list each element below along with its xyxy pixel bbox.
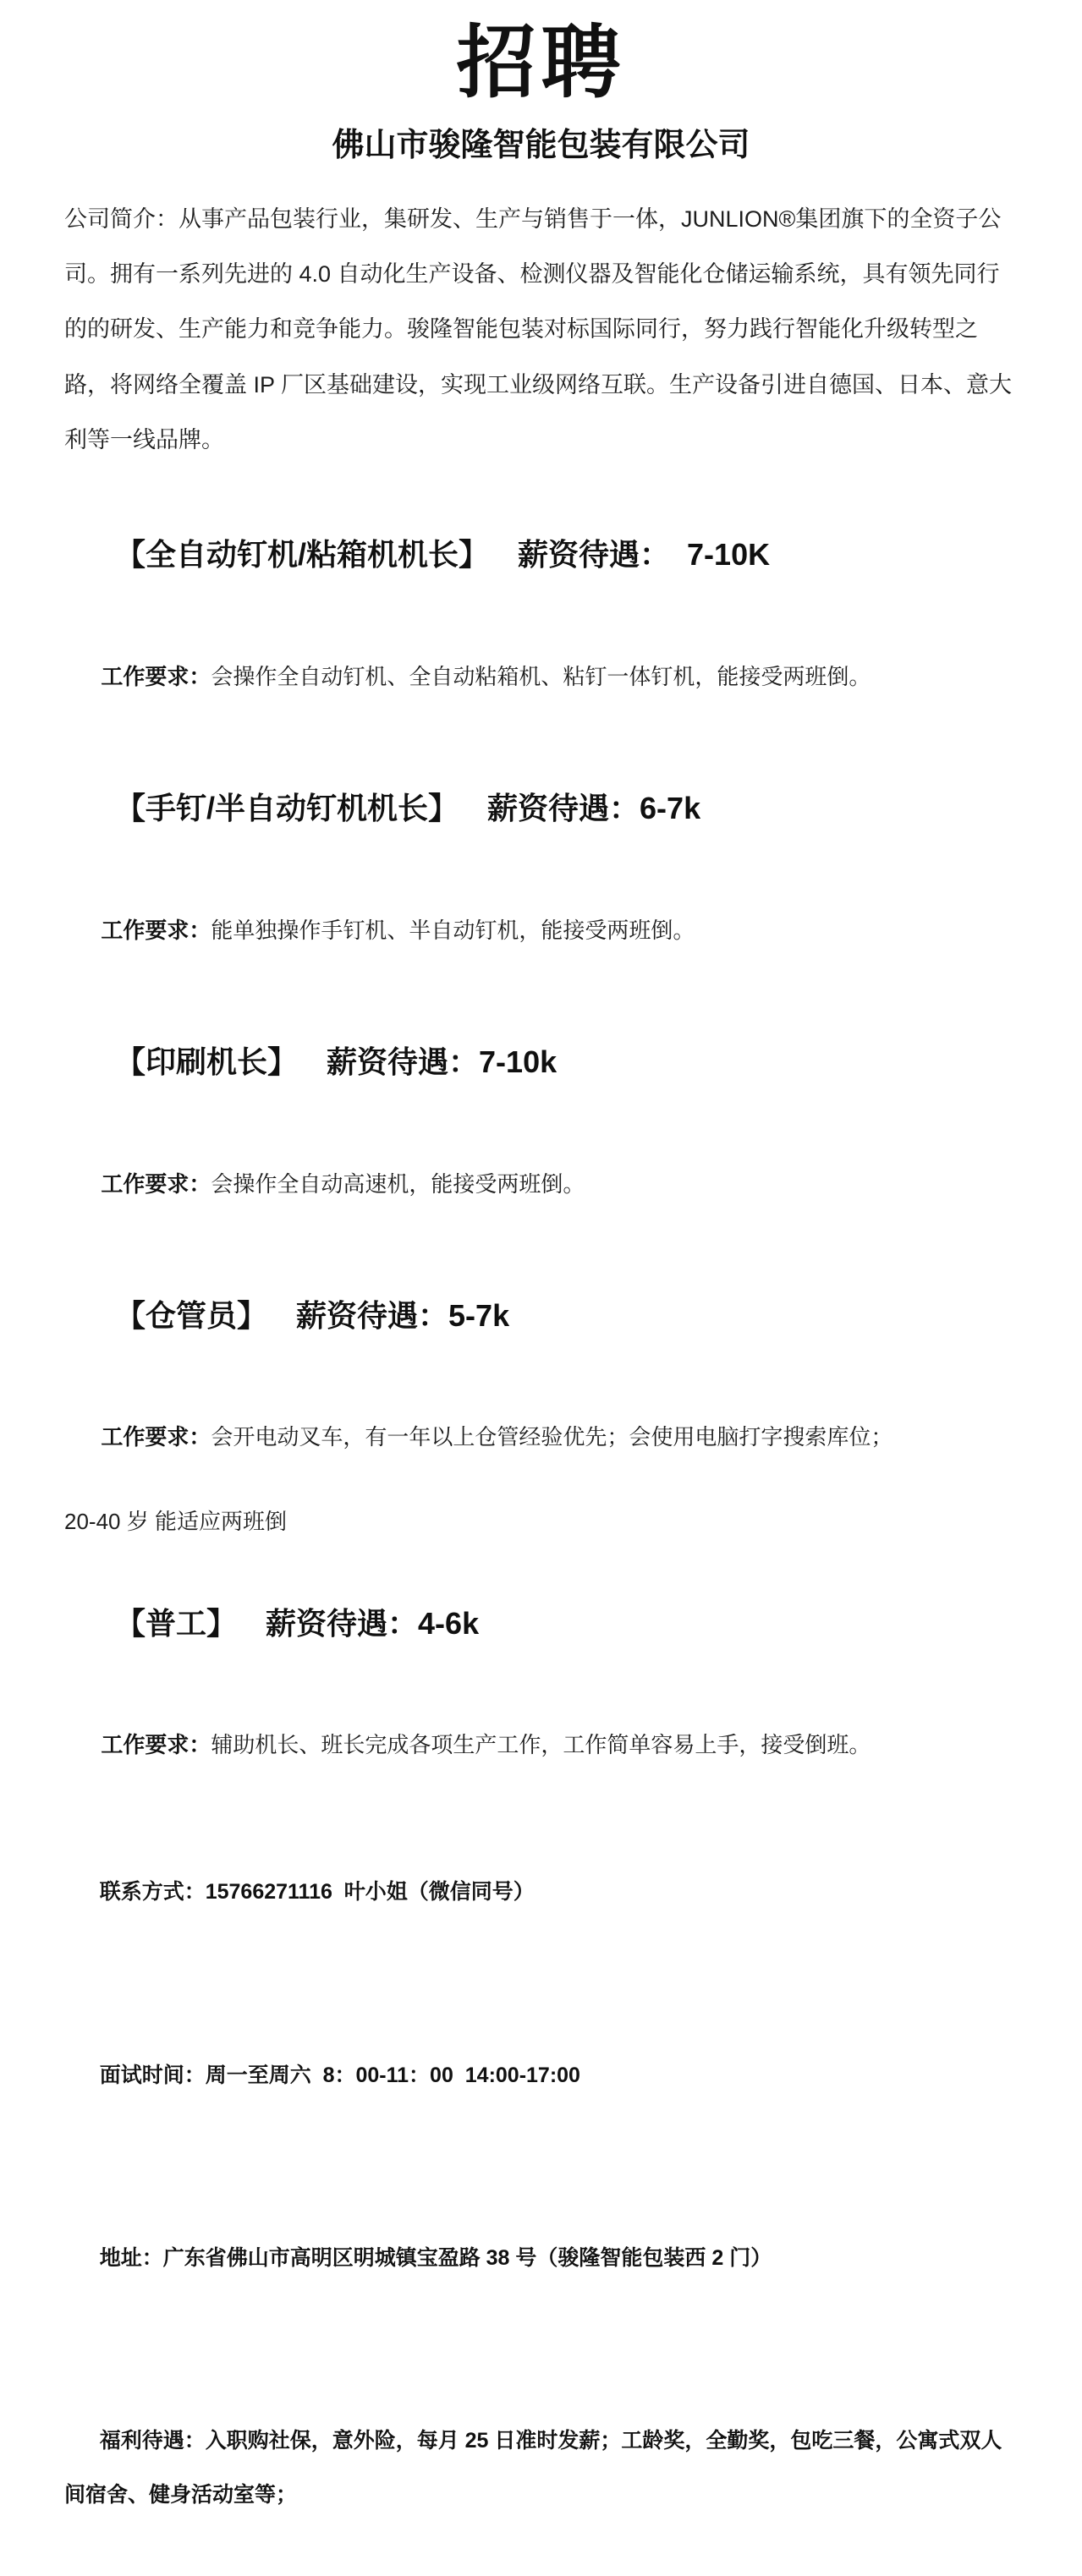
job-header	[64, 754, 1018, 863]
interview-time-line	[64, 1995, 1018, 2157]
contact-label: 面试时间：	[99, 2063, 206, 2087]
job-section-warehouse-keeper	[64, 1261, 1018, 1537]
poster-title: 招聘	[456, 18, 626, 107]
requirement-text: 会开电动叉车，有一年以上仓管经验优先；会使用电脑打字搜索库位；	[211, 1424, 893, 1450]
job-section-general-worker	[64, 1569, 1018, 1790]
job-title: 【仓管员】	[115, 1297, 268, 1333]
job-title: 【全自动钉机/粘箱机机长】	[115, 537, 490, 573]
contact-text: 入职购社保，意外险，每月 25 日准时发薪；工龄奖，全勤奖，包吃三餐，公寓式双人间宿舍、健身活动室等；	[64, 2429, 1002, 2507]
job-title: 【印刷机长】	[115, 1044, 299, 1080]
contact-text: 15766271116 叶小姐（微信同号）	[205, 1880, 535, 1905]
job-section-fully-automatic-nailing-machine-operator	[64, 500, 1018, 721]
job-salary: 薪资待遇：7-10k	[327, 1044, 557, 1080]
job-requirement	[64, 1393, 1018, 1482]
requirement-label: 工作要求：	[101, 663, 211, 689]
job-header	[64, 1007, 1018, 1117]
contact-phone-line	[64, 1812, 1018, 1974]
contact-text: 广东省佛山市高明区明城镇宝盈路 38 号（骏隆智能包装西 2 门）	[162, 2245, 772, 2270]
job-salary: 薪资待遇：4-6k	[266, 1605, 480, 1641]
requirement-label: 工作要求：	[101, 1732, 211, 1758]
requirement-text: 会操作全自动高速机，能接受两班倒。	[211, 1170, 585, 1197]
job-requirement	[64, 633, 1018, 721]
address-line	[64, 2178, 1018, 2339]
job-requirement	[64, 886, 1018, 975]
job-title: 【普工】	[115, 1605, 238, 1641]
job-title: 【手钉/半自动钉机机长】	[115, 791, 459, 826]
company-intro: 公司简介：从事产品包装行业，集研发、生产与销售于一体，JUNLION®集团旗下的全资子公司。拥有一系列先进的 4.0 自动化生产设备、检测仪器及智能化仓储运输系统，具有领先同行的的研发、生产能力和竞争能力。骏隆智能包装对标国际同行，努力践行智能化升级转型之路，将网络全覆盖 IP 厂区基础建设，实现工业级网络互联。生产设备引进自德国、日本、意大利等一线品牌。	[64, 206, 1013, 452]
requirement-text: 会操作全自动钉机、全自动粘箱机、粘钉一体钉机，能接受两班倒。	[211, 663, 871, 689]
contact-label: 联系方式：	[99, 1880, 206, 1905]
job-salary: 薪资待遇：6-7k	[487, 791, 701, 826]
contact-block	[64, 1812, 1018, 2576]
job-salary: 薪资待遇：5-7k	[296, 1297, 510, 1333]
requirement-label: 工作要求：	[101, 1170, 211, 1197]
job-requirement	[64, 1140, 1018, 1229]
benefits-line	[64, 2360, 1018, 2576]
requirement-text: 辅助机长、班长完成各项生产工作，工作简单容易上手，接受倒班。	[211, 1732, 871, 1758]
company-name: 佛山市骏隆智能包装有限公司	[332, 128, 750, 164]
job-salary: 薪资待遇： 7-10K	[518, 537, 771, 573]
requirement-text: 能单独操作手钉机、半自动钉机，能接受两班倒。	[211, 917, 695, 943]
job-section-hand-nailing-machine-operator	[64, 754, 1018, 975]
contact-text: 周一至周六 8：00-11：00 14:00-17:00	[205, 2063, 580, 2087]
contact-label: 地址：	[99, 2245, 163, 2270]
requirement-label: 工作要求：	[101, 1424, 211, 1450]
job-requirement-extra: 20-40 岁 能适应两班倒	[64, 1508, 287, 1534]
requirement-label: 工作要求：	[101, 917, 211, 943]
job-header	[64, 1261, 1018, 1371]
job-section-printing-machine-operator	[64, 1007, 1018, 1229]
contact-label: 福利待遇：	[99, 2429, 206, 2453]
job-header	[64, 1569, 1018, 1679]
job-header	[64, 500, 1018, 610]
job-requirement	[64, 1701, 1018, 1789]
